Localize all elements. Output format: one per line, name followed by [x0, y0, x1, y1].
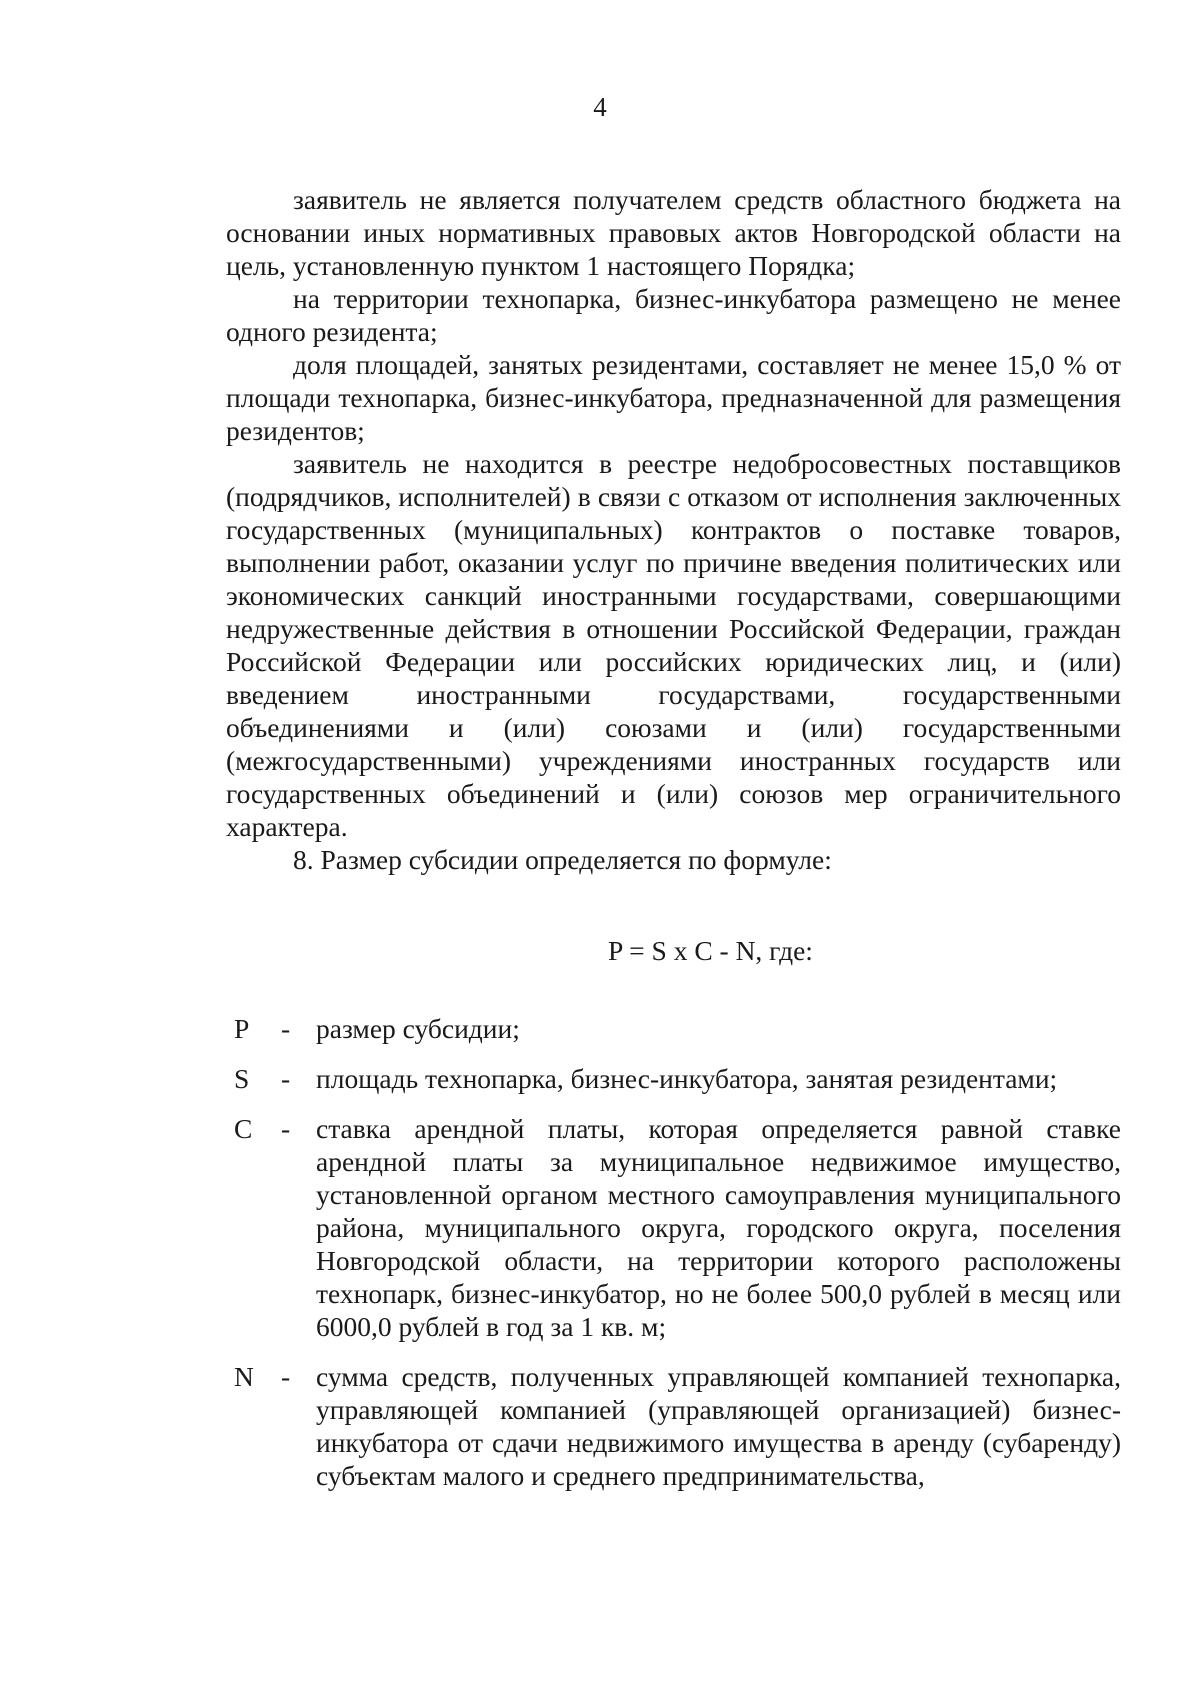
definition-c [226, 1112, 1121, 1343]
definition-s [226, 1062, 1121, 1095]
definition-n [226, 1360, 1121, 1492]
definition-dash: - [281, 1361, 291, 1392]
definition-text: ставка арендной платы, которая определяется равной ставке арендной платы за муниципальное недвижимое имущество, установленной органом местного самоуправления муниципального района, муниципального округа, городского округа, поселения Новгородской области, на территории которого расположены технопарк, бизнес-инкубатор, но не более 500,0 рублей в месяц или 6000,0 рублей в год за 1 кв. м; [316, 1113, 1121, 1342]
definition-variable: S [234, 1063, 250, 1094]
formula-definitions [226, 1012, 1121, 1492]
definition-text: размер субсидии; [316, 1013, 520, 1044]
paragraph-not-budget-recipient: заявитель не является получателем средств областного бюджета на основании иных нормативных правовых актов Новгородской области на цель, установленную пунктом 1 настоящего Порядка; [226, 184, 1121, 281]
definition-text: сумма средств, полученных управляющей компанией технопарка, управляющей компанией (управляющей организацией) бизнес-инкубатора от сдачи недвижимого имущества в аренду (субаренду) субъектам малого и среднего предпринимательства, [316, 1361, 1121, 1491]
definition-variable: N [234, 1361, 254, 1392]
definition-p [226, 1012, 1121, 1045]
paragraph-subsidy-formula-intro: 8. Размер субсидии определяется по формуле: [293, 844, 832, 875]
definition-dash: - [281, 1063, 291, 1094]
definition-variable: C [234, 1113, 253, 1144]
definition-variable: P [234, 1013, 250, 1044]
paragraph-resident-count: на территории технопарка, бизнес-инкубатора размещено не менее одного резидента; [226, 283, 1121, 347]
page-number: 4 [593, 92, 607, 122]
paragraph-resident-area-share: доля площадей, занятых резидентами, составляет не менее 15,0 % от площади технопарка, бизнес-инкубатора, предназначенной для размещения резидентов; [226, 349, 1121, 446]
subsidy-formula: P = S x C - N, где: [608, 935, 813, 966]
definition-text: площадь технопарка, бизнес-инкубатора, занятая резидентами; [316, 1063, 1058, 1094]
body-text [226, 183, 1121, 876]
definition-dash: - [281, 1113, 291, 1144]
definition-dash: - [281, 1013, 291, 1044]
paragraph-unfair-suppliers-registry: заявитель не находится в реестре недобросовестных поставщиков (подрядчиков, исполнителей) в связи с отказом от исполнения заключенных государственных (муниципальных) контрактов о поставке товаров, выполнении работ, оказании услуг по причине введения политических или экономических санкций иностранными государствами, совершающими недружественные действия в отношении Российской Федерации, граждан Российской Федерации или российских юридических лиц, и (или) введением иностранными государствами, государственными объединениями и (или) союзами и (или) государственными (межгосударственными) учреждениями иностранных государств или государственных объединений и (или) союзов мер ограничительного характера. [226, 448, 1121, 842]
